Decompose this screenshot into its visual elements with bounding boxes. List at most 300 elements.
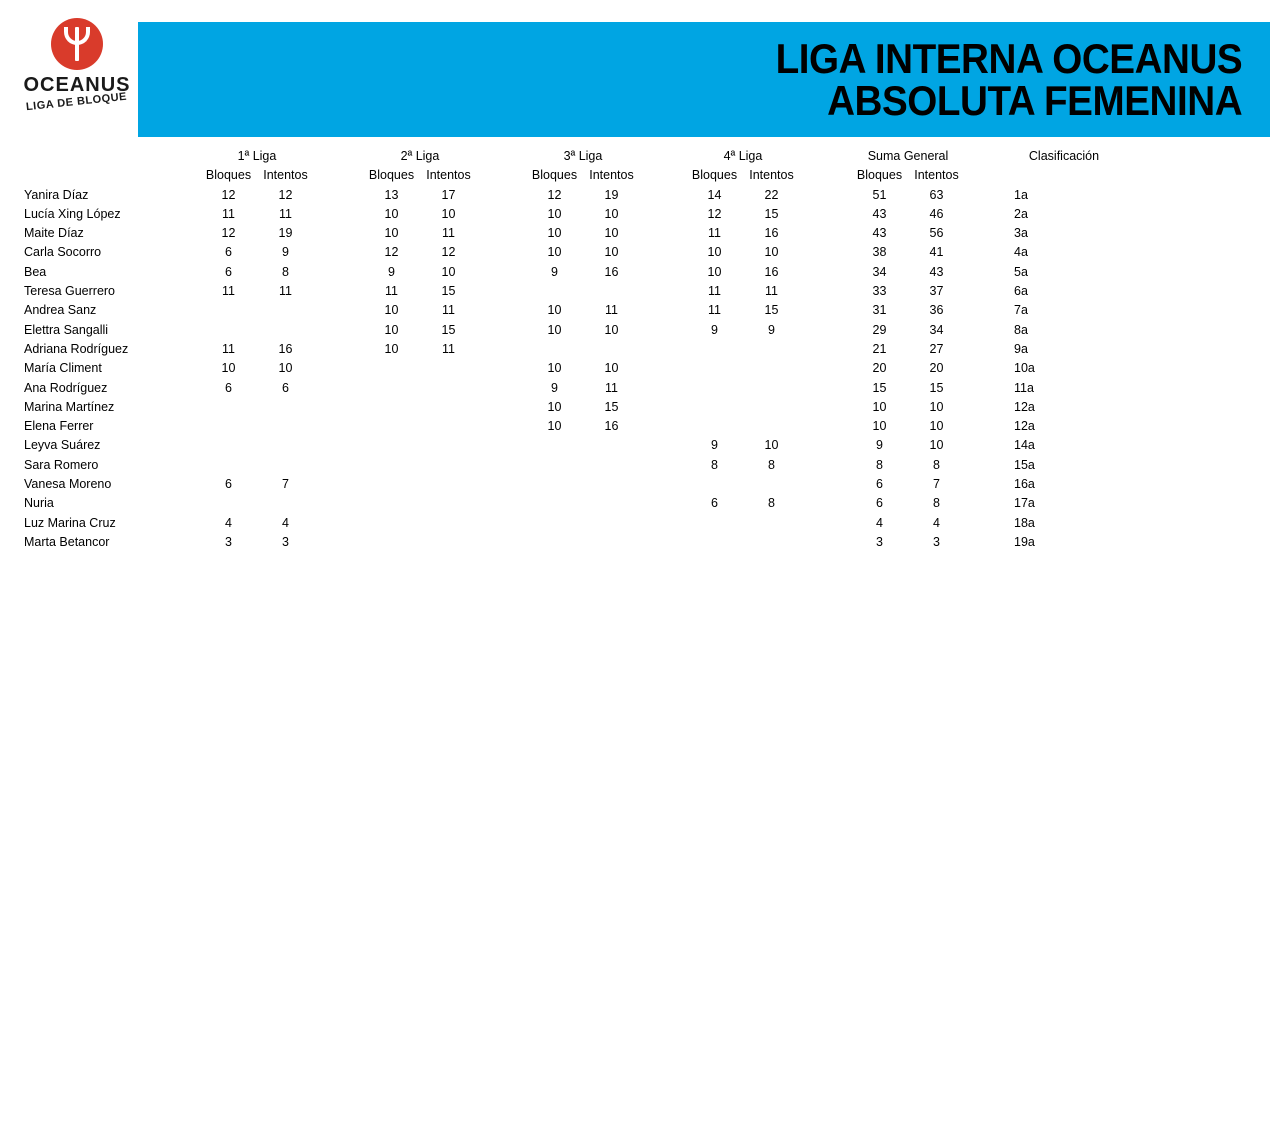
- cell-total-intentos: 8: [933, 457, 940, 472]
- cell-liga1-bloques: 6: [225, 264, 232, 279]
- cell-liga2-bloques: 10: [384, 303, 399, 318]
- table-row: [24, 301, 1114, 320]
- cell-liga2-bloques: 10: [384, 341, 399, 356]
- cell-clasificacion: 12a: [1014, 399, 1035, 414]
- cell-liga3-bloques: [526, 494, 583, 513]
- spacer: [477, 436, 526, 455]
- cell-liga1-intentos: 16: [278, 341, 293, 356]
- cell-liga1-intentos: [257, 494, 314, 513]
- spacer: [800, 398, 851, 417]
- header-liga-4: 4ª Liga: [723, 149, 763, 163]
- table-row: [24, 456, 1114, 475]
- cell-liga4-intentos: 9: [768, 322, 775, 337]
- cell-liga1-intentos: [257, 456, 314, 475]
- spacer: [477, 205, 526, 224]
- table-row: [24, 340, 1114, 359]
- cell-liga2-bloques: [363, 514, 420, 533]
- spacer: [314, 321, 363, 340]
- cell-liga1-bloques: 6: [225, 245, 232, 260]
- spacer-b: [477, 147, 526, 166]
- oceanus-logo: [18, 14, 136, 124]
- cell-athlete-name: Luz Marina Cruz: [24, 515, 116, 530]
- cell-liga1-intentos: 4: [282, 515, 289, 530]
- cell-liga1-bloques: 12: [221, 226, 236, 241]
- spacer: [800, 533, 851, 552]
- spacer: [965, 301, 1014, 320]
- cell-liga2-bloques: [363, 436, 420, 455]
- table-row: [24, 186, 1114, 205]
- cell-total-intentos: 20: [929, 361, 944, 376]
- spacer: [314, 263, 363, 282]
- spacer: [800, 243, 851, 262]
- cell-total-intentos: 8: [933, 496, 940, 511]
- cell-total-intentos: 3: [933, 534, 940, 549]
- cell-liga2-bloques: 11: [385, 284, 398, 299]
- cell-liga1-intentos: 9: [282, 245, 289, 260]
- cell-total-intentos: 4: [933, 515, 940, 530]
- cell-clasificacion: 14a: [1014, 438, 1035, 453]
- spacer: [314, 456, 363, 475]
- spacer: [800, 417, 851, 436]
- cell-liga4-bloques: [686, 398, 743, 417]
- cell-clasificacion: 18a: [1014, 515, 1035, 530]
- spacer: [965, 475, 1014, 494]
- cell-liga2-bloques: [363, 398, 420, 417]
- spacer: [965, 533, 1014, 552]
- cell-liga2-bloques: [363, 359, 420, 378]
- cell-liga2-bloques: 10: [384, 206, 399, 221]
- spacer: [314, 417, 363, 436]
- spacer: [965, 205, 1014, 224]
- cell-clasificacion: 3a: [1014, 226, 1028, 241]
- cell-total-intentos: 43: [929, 264, 944, 279]
- table-row: [24, 436, 1114, 455]
- cell-total-bloques: 15: [872, 380, 887, 395]
- cell-liga2-bloques: [363, 456, 420, 475]
- cell-total-bloques: 6: [876, 477, 883, 492]
- subheader-l2-intentos: Intentos: [426, 168, 471, 183]
- cell-athlete-name: Bea: [24, 264, 47, 279]
- spacer: [965, 494, 1014, 513]
- spacer: [800, 359, 851, 378]
- header-clasificacion: Clasificación: [1028, 149, 1100, 163]
- cell-liga4-bloques: 10: [707, 245, 722, 260]
- cell-liga3-bloques: 9: [551, 380, 558, 395]
- cell-liga3-intentos: [583, 456, 640, 475]
- spacer: [640, 475, 686, 494]
- results-sheet: [0, 137, 1283, 552]
- cell-liga1-intentos: [257, 417, 314, 436]
- table-row: [24, 263, 1114, 282]
- spacer: [314, 398, 363, 417]
- cell-liga3-bloques: 9: [551, 264, 558, 279]
- spacer: [800, 379, 851, 398]
- spacer: [314, 282, 363, 301]
- cell-liga1-bloques: 11: [222, 206, 235, 221]
- cell-liga4-intentos: [743, 533, 800, 552]
- spacer: [800, 494, 851, 513]
- cell-liga3-intentos: [583, 340, 640, 359]
- spacer: [800, 186, 851, 205]
- spacer-a: [314, 147, 363, 166]
- page-header: [0, 0, 1283, 137]
- cell-liga4-bloques: 11: [708, 303, 721, 318]
- cell-liga4-intentos: 15: [764, 206, 779, 221]
- subheader-name: [24, 166, 200, 185]
- cell-total-intentos: 15: [929, 380, 944, 395]
- cell-liga3-bloques: [526, 456, 583, 475]
- cell-liga1-bloques: 6: [225, 477, 232, 492]
- cell-total-bloques: 4: [876, 515, 883, 530]
- header-liga-3: 3ª Liga: [563, 149, 603, 163]
- spacer: [640, 533, 686, 552]
- spacer: [965, 456, 1014, 475]
- spacer: [640, 301, 686, 320]
- cell-clasificacion: 8a: [1014, 322, 1028, 337]
- cell-total-bloques: 29: [872, 322, 887, 337]
- spacer: [314, 494, 363, 513]
- cell-liga4-intentos: 8: [768, 496, 775, 511]
- cell-liga4-bloques: [686, 475, 743, 494]
- cell-liga2-intentos: [420, 379, 477, 398]
- cell-liga3-intentos: 19: [604, 187, 619, 202]
- cell-liga3-intentos: 16: [604, 264, 619, 279]
- spacer: [477, 398, 526, 417]
- spacer: [640, 224, 686, 243]
- cell-liga2-intentos: [420, 533, 477, 552]
- cell-clasificacion: 2a: [1014, 206, 1028, 221]
- cell-athlete-name: Adriana Rodríguez: [24, 341, 129, 356]
- spacer: [800, 514, 851, 533]
- spacer: [477, 282, 526, 301]
- spacer: [965, 243, 1014, 262]
- subheader-l3-intentos: Intentos: [589, 168, 634, 183]
- spacer: [640, 359, 686, 378]
- spacer: [965, 398, 1014, 417]
- cell-total-bloques: 20: [872, 361, 887, 376]
- spacer: [640, 436, 686, 455]
- cell-liga3-bloques: [526, 340, 583, 359]
- results-table: [24, 147, 1114, 552]
- cell-total-intentos: 10: [929, 399, 944, 414]
- cell-liga1-intentos: 11: [279, 206, 292, 221]
- cell-liga4-bloques: 9: [711, 322, 718, 337]
- cell-liga2-intentos: 12: [441, 245, 456, 260]
- cell-liga2-bloques: 13: [384, 187, 399, 202]
- subheader-total-intentos: Intentos: [914, 168, 959, 183]
- cell-athlete-name: Leyva Suárez: [24, 438, 101, 453]
- cell-athlete-name: Maite Díaz: [24, 226, 84, 241]
- cell-total-bloques: 33: [872, 284, 887, 299]
- cell-liga3-bloques: 10: [547, 245, 562, 260]
- cell-total-bloques: 31: [872, 303, 887, 318]
- cell-liga3-bloques: 10: [547, 322, 562, 337]
- cell-total-bloques: 8: [876, 457, 883, 472]
- spacer: [965, 186, 1014, 205]
- cell-clasificacion: 16a: [1014, 477, 1035, 492]
- title-banner: [138, 22, 1270, 137]
- cell-liga4-intentos: [743, 359, 800, 378]
- spacer: [640, 321, 686, 340]
- cell-athlete-name: Sara Romero: [24, 457, 99, 472]
- cell-total-bloques: 10: [872, 399, 887, 414]
- logo-text: [23, 74, 131, 114]
- spacer: [314, 205, 363, 224]
- spacer: [314, 379, 363, 398]
- spacer: [477, 494, 526, 513]
- header-suma-general: Suma General: [867, 149, 949, 163]
- cell-liga1-bloques: [200, 417, 257, 436]
- cell-liga4-intentos: [743, 417, 800, 436]
- cell-liga2-intentos: [420, 359, 477, 378]
- header-name: [24, 147, 200, 166]
- cell-total-intentos: 10: [929, 419, 944, 434]
- cell-clasificacion: 6a: [1014, 284, 1028, 299]
- header-liga-2: 2ª Liga: [400, 149, 440, 163]
- cell-liga2-intentos: [420, 436, 477, 455]
- cell-liga3-intentos: 10: [604, 361, 619, 376]
- spacer: [477, 514, 526, 533]
- cell-liga1-bloques: [200, 494, 257, 513]
- cell-liga2-intentos: 11: [442, 341, 455, 356]
- cell-liga3-bloques: 10: [547, 303, 562, 318]
- cell-liga2-intentos: [420, 475, 477, 494]
- cell-liga1-intentos: 6: [282, 380, 289, 395]
- cell-liga3-bloques: 10: [547, 206, 562, 221]
- spacer: [640, 417, 686, 436]
- cell-liga4-bloques: [686, 359, 743, 378]
- cell-liga3-bloques: 10: [547, 419, 562, 434]
- cell-liga4-intentos: [743, 514, 800, 533]
- cell-liga2-intentos: 11: [442, 226, 455, 241]
- cell-liga1-bloques: 11: [222, 284, 235, 299]
- cell-liga4-bloques: [686, 417, 743, 436]
- cell-liga4-bloques: 12: [707, 206, 722, 221]
- spacer: [477, 186, 526, 205]
- cell-liga4-intentos: 8: [768, 457, 775, 472]
- cell-liga1-intentos: 7: [282, 477, 289, 492]
- subheader-l2-bloques: Bloques: [368, 168, 415, 183]
- cell-total-bloques: 6: [876, 496, 883, 511]
- cell-liga2-intentos: [420, 514, 477, 533]
- spacer: [800, 340, 851, 359]
- cell-liga2-intentos: 17: [441, 187, 456, 202]
- cell-liga2-bloques: 9: [388, 264, 395, 279]
- cell-liga3-intentos: [583, 514, 640, 533]
- subheader-l4-intentos: Intentos: [749, 168, 794, 183]
- spacer: [800, 456, 851, 475]
- spacer: [640, 379, 686, 398]
- table-row: [24, 243, 1114, 262]
- table-row: [24, 359, 1114, 378]
- cell-liga4-bloques: [686, 514, 743, 533]
- cell-athlete-name: Elena Ferrer: [24, 419, 94, 434]
- cell-liga1-intentos: 8: [282, 264, 289, 279]
- cell-liga1-intentos: [257, 436, 314, 455]
- cell-clasificacion: 7a: [1014, 303, 1028, 318]
- cell-liga3-intentos: 11: [605, 303, 618, 318]
- cell-total-bloques: 3: [876, 534, 883, 549]
- cell-total-intentos: 7: [933, 477, 940, 492]
- cell-liga1-bloques: [200, 398, 257, 417]
- cell-total-intentos: 56: [929, 226, 944, 241]
- spacer: [477, 456, 526, 475]
- table-sub-header-row: [24, 166, 1114, 185]
- spacer: [314, 359, 363, 378]
- spacer: [965, 282, 1014, 301]
- spacer: [314, 340, 363, 359]
- spacer: [640, 243, 686, 262]
- cell-liga1-bloques: [200, 456, 257, 475]
- cell-liga4-intentos: [743, 475, 800, 494]
- cell-total-intentos: 37: [929, 284, 944, 299]
- cell-athlete-name: Marina Martínez: [24, 399, 115, 414]
- cell-athlete-name: Carla Socorro: [24, 245, 102, 260]
- cell-total-intentos: 63: [929, 187, 944, 202]
- cell-clasificacion: 10a: [1014, 361, 1035, 376]
- cell-liga2-bloques: [363, 379, 420, 398]
- spacer: [314, 533, 363, 552]
- cell-liga2-intentos: [420, 456, 477, 475]
- cell-liga3-bloques: [526, 514, 583, 533]
- cell-liga3-intentos: [583, 494, 640, 513]
- cell-liga3-intentos: 10: [604, 245, 619, 260]
- cell-liga1-bloques: 10: [221, 361, 236, 376]
- table-row: [24, 321, 1114, 340]
- cell-liga2-bloques: 10: [384, 322, 399, 337]
- cell-liga1-bloques: 3: [225, 534, 232, 549]
- spacer: [477, 243, 526, 262]
- cell-liga2-intentos: 15: [441, 284, 456, 299]
- subheader-l4-bloques: Bloques: [691, 168, 738, 183]
- table-row: [24, 533, 1114, 552]
- cell-clasificacion: 17a: [1014, 496, 1035, 511]
- spacer: [314, 436, 363, 455]
- spacer: [800, 321, 851, 340]
- cell-liga1-bloques: 6: [225, 380, 232, 395]
- cell-clasificacion: 11a: [1014, 380, 1034, 395]
- cell-athlete-name: Yanira Díaz: [24, 187, 89, 202]
- cell-total-intentos: 10: [929, 438, 944, 453]
- spacer: [640, 398, 686, 417]
- spacer: [314, 514, 363, 533]
- cell-liga3-intentos: 11: [605, 380, 618, 395]
- cell-liga2-intentos: 11: [442, 303, 455, 318]
- cell-liga4-bloques: [686, 340, 743, 359]
- spacer: [314, 475, 363, 494]
- cell-clasificacion: 4a: [1014, 245, 1028, 260]
- table-row: [24, 205, 1114, 224]
- spacer: [477, 359, 526, 378]
- spacer: [640, 456, 686, 475]
- spacer: [314, 224, 363, 243]
- cell-liga4-bloques: 6: [711, 496, 718, 511]
- cell-liga1-bloques: [200, 436, 257, 455]
- spacer: [800, 263, 851, 282]
- cell-athlete-name: Elettra Sangalli: [24, 322, 109, 337]
- spacer: [640, 263, 686, 282]
- cell-liga4-intentos: 22: [764, 187, 779, 202]
- spacer-e: [965, 147, 1014, 166]
- spacer: [314, 186, 363, 205]
- header-liga-1: 1ª Liga: [237, 149, 277, 163]
- cell-liga1-intentos: [257, 301, 314, 320]
- spacer: [800, 282, 851, 301]
- table-row: [24, 282, 1114, 301]
- cell-liga3-intentos: [583, 436, 640, 455]
- cell-total-bloques: 43: [872, 206, 887, 221]
- cell-liga3-intentos: [583, 533, 640, 552]
- cell-liga4-bloques: 14: [707, 187, 722, 202]
- cell-liga4-bloques: 10: [707, 264, 722, 279]
- table-group-header-row: [24, 147, 1114, 166]
- cell-liga4-intentos: [743, 340, 800, 359]
- cell-liga3-bloques: [526, 282, 583, 301]
- spacer: [477, 224, 526, 243]
- cell-liga2-intentos: [420, 398, 477, 417]
- cell-liga2-bloques: [363, 494, 420, 513]
- page-title-line1: LIGA INTERNA OCEANUS: [775, 35, 1242, 83]
- table-body: [24, 186, 1114, 553]
- cell-total-intentos: 36: [929, 303, 944, 318]
- cell-liga2-bloques: [363, 475, 420, 494]
- cell-liga4-intentos: 16: [764, 226, 779, 241]
- cell-liga3-intentos: [583, 282, 640, 301]
- cell-liga4-bloques: 11: [708, 284, 721, 299]
- cell-liga4-bloques: 8: [711, 457, 718, 472]
- cell-liga1-intentos: 3: [282, 534, 289, 549]
- spacer: [314, 243, 363, 262]
- spacer: [640, 514, 686, 533]
- spacer: [965, 359, 1014, 378]
- cell-liga2-bloques: [363, 417, 420, 436]
- spacer: [314, 301, 363, 320]
- cell-liga1-bloques: 4: [225, 515, 232, 530]
- cell-clasificacion: 1a: [1014, 187, 1028, 202]
- cell-clasificacion: 15a: [1014, 457, 1035, 472]
- cell-athlete-name: María Climent: [24, 361, 102, 376]
- cell-liga3-bloques: 10: [547, 361, 562, 376]
- cell-total-bloques: 43: [872, 226, 887, 241]
- spacer: [477, 263, 526, 282]
- cell-liga1-bloques: 11: [222, 341, 235, 356]
- cell-liga1-bloques: 12: [221, 187, 236, 202]
- cell-athlete-name: Teresa Guerrero: [24, 284, 116, 299]
- cell-liga2-intentos: 10: [441, 264, 456, 279]
- cell-liga3-bloques: [526, 533, 583, 552]
- table-row: [24, 494, 1114, 513]
- logo-subtitle: LIGA DE BLOQUE: [25, 90, 128, 114]
- cell-total-intentos: 34: [929, 322, 944, 337]
- trident-circle-icon: [51, 18, 103, 70]
- cell-total-bloques: 38: [872, 245, 887, 260]
- subheader-l1-bloques: Bloques: [205, 168, 252, 183]
- spacer-c: [640, 147, 686, 166]
- cell-athlete-name: Andrea Sanz: [24, 303, 97, 318]
- spacer: [800, 436, 851, 455]
- cell-total-bloques: 51: [872, 187, 887, 202]
- spacer: [800, 224, 851, 243]
- spacer: [965, 379, 1014, 398]
- cell-liga4-intentos: 16: [764, 264, 779, 279]
- cell-liga3-intentos: 15: [604, 399, 619, 414]
- cell-liga4-intentos: 15: [764, 303, 779, 318]
- cell-total-intentos: 27: [929, 341, 944, 356]
- spacer: [477, 475, 526, 494]
- table-row: [24, 398, 1114, 417]
- cell-athlete-name: Ana Rodríguez: [24, 380, 108, 395]
- spacer: [965, 340, 1014, 359]
